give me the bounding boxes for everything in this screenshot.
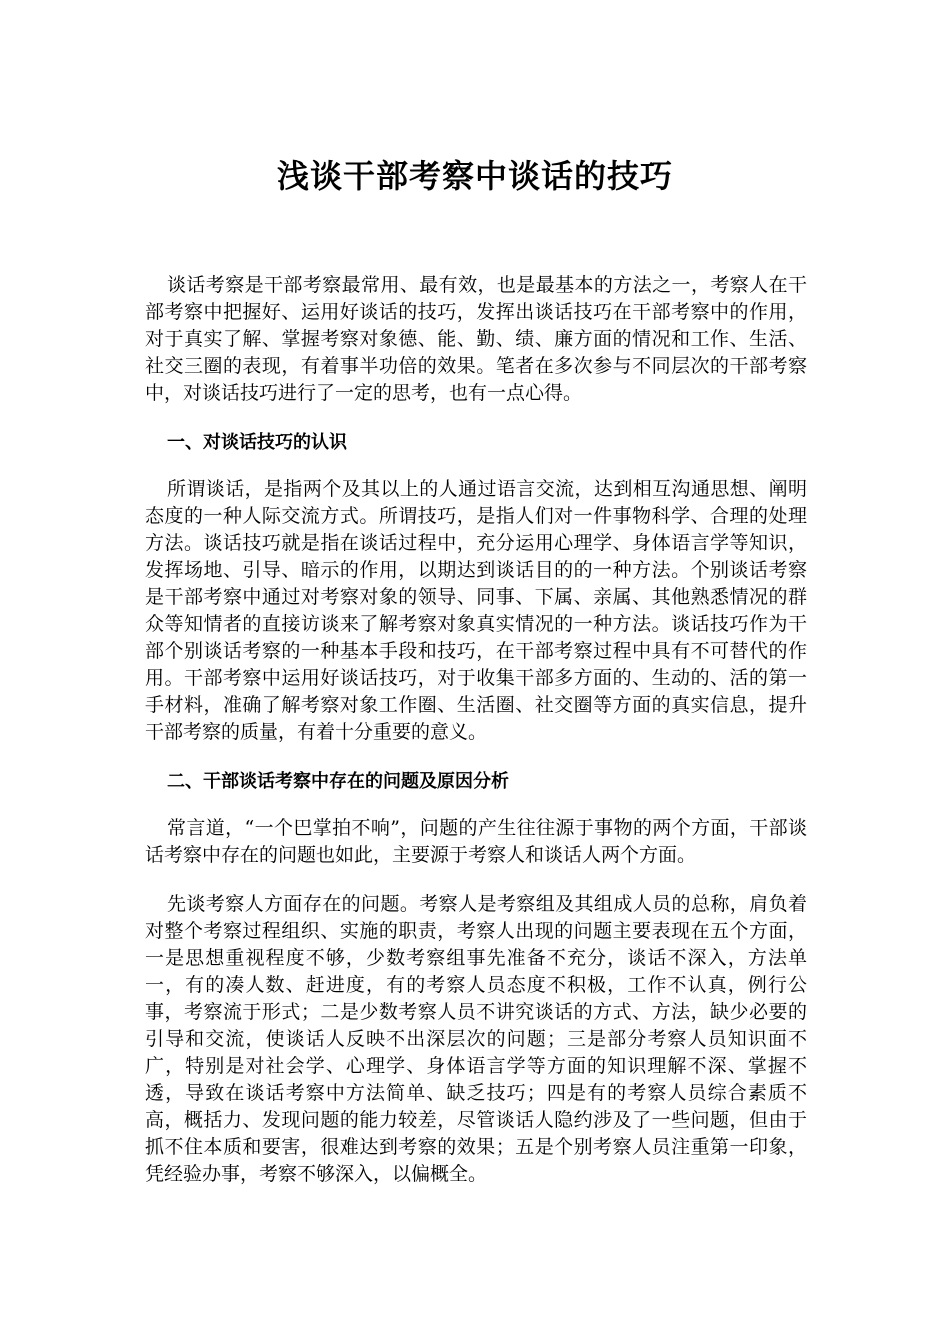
document-body [145, 272, 807, 1210]
page-title: 浅谈干部考察中谈话的技巧 [276, 157, 673, 195]
section-1-paragraph-1: 所谓谈话，是指两个及其以上的人通过语言交流，达到相互沟通思想、阐明态度的一种人际交流方式。所谓技巧，是指人们对一件事物科学、合理的处理方法。谈话技巧就是指在谈话过程中，充分运用心理学、身体语言学等知识，发挥场地、引导、暗示的作用，以期达到谈话目的的一种方法。个别谈话考察是干部考察中通过对考察对象的领导、同事、下属、亲属、其他熟悉情况的群众等知情者的直接访谈来了解考察对象真实情况的一种方法。谈话技巧作为干部个别谈话考察的一种基本手段和技巧，在干部考察过程中具有不可替代的作用。干部考察中运用好谈话技巧，对于收集干部多方面的、生动的、活的第一手材料，准确了解考察对象工作圈、生活圈、社交圈等方面的真实信息，提升干部考察的质量，有着十分重要的意义。 [145, 478, 807, 743]
intro-paragraph: 谈话考察是干部考察最常用、最有效，也是最基本的方法之一，考察人在干部考察中把握好、运用好谈话的技巧，发挥出谈话技巧在干部考察中的作用，对于真实了解、掌握考察对象德、能、勤、绩、廉方面的情况和工作、生活、社交三圈的表现，有着事半功倍的效果。笔者在多次参与不同层次的干部考察中，对谈话技巧进行了一定的思考，也有一点心得。 [145, 274, 807, 404]
section-2-paragraph-2: 先谈考察人方面存在的问题。考察人是考察组及其组成人员的总称，肩负着对整个考察过程组织、实施的职责，考察人出现的问题主要表现在五个方面，一是思想重视程度不够，少数考察组事先准备不充分，谈话不深入，方法单一，有的凑人数、赶进度，有的考察人员态度不积极，工作不认真，例行公事，考察流于形式；二是少数考察人员不讲究谈话的方式、方法，缺少必要的引导和交流，使谈话人反映不出深层次的问题；三是部分考察人员知识面不广，特别是对社会学、心理学、身体语言学等方面的知识理解不深、掌握不透，导致在谈话考察中方法简单、缺乏技巧；四是有的考察人员综合素质不高，概括力、发现问题的能力较差，尽管谈话人隐约涉及了一些问题，但由于抓不住本质和要害，很难达到考察的效果；五是个别考察人员注重第一印象，凭经验办事，考察不够深入，以偏概全。 [145, 893, 807, 1185]
section-2-paragraph-1: 常言道，“一个巴掌拍不响”，问题的产生往往源于事物的两个方面，干部谈话考察中存在的问题也如此，主要源于考察人和谈话人两个方面。 [145, 817, 807, 866]
section-heading-1: 一、对谈话技巧的认识 [167, 432, 347, 453]
section-heading-2: 二、干部谈话考察中存在的问题及原因分析 [167, 771, 509, 792]
